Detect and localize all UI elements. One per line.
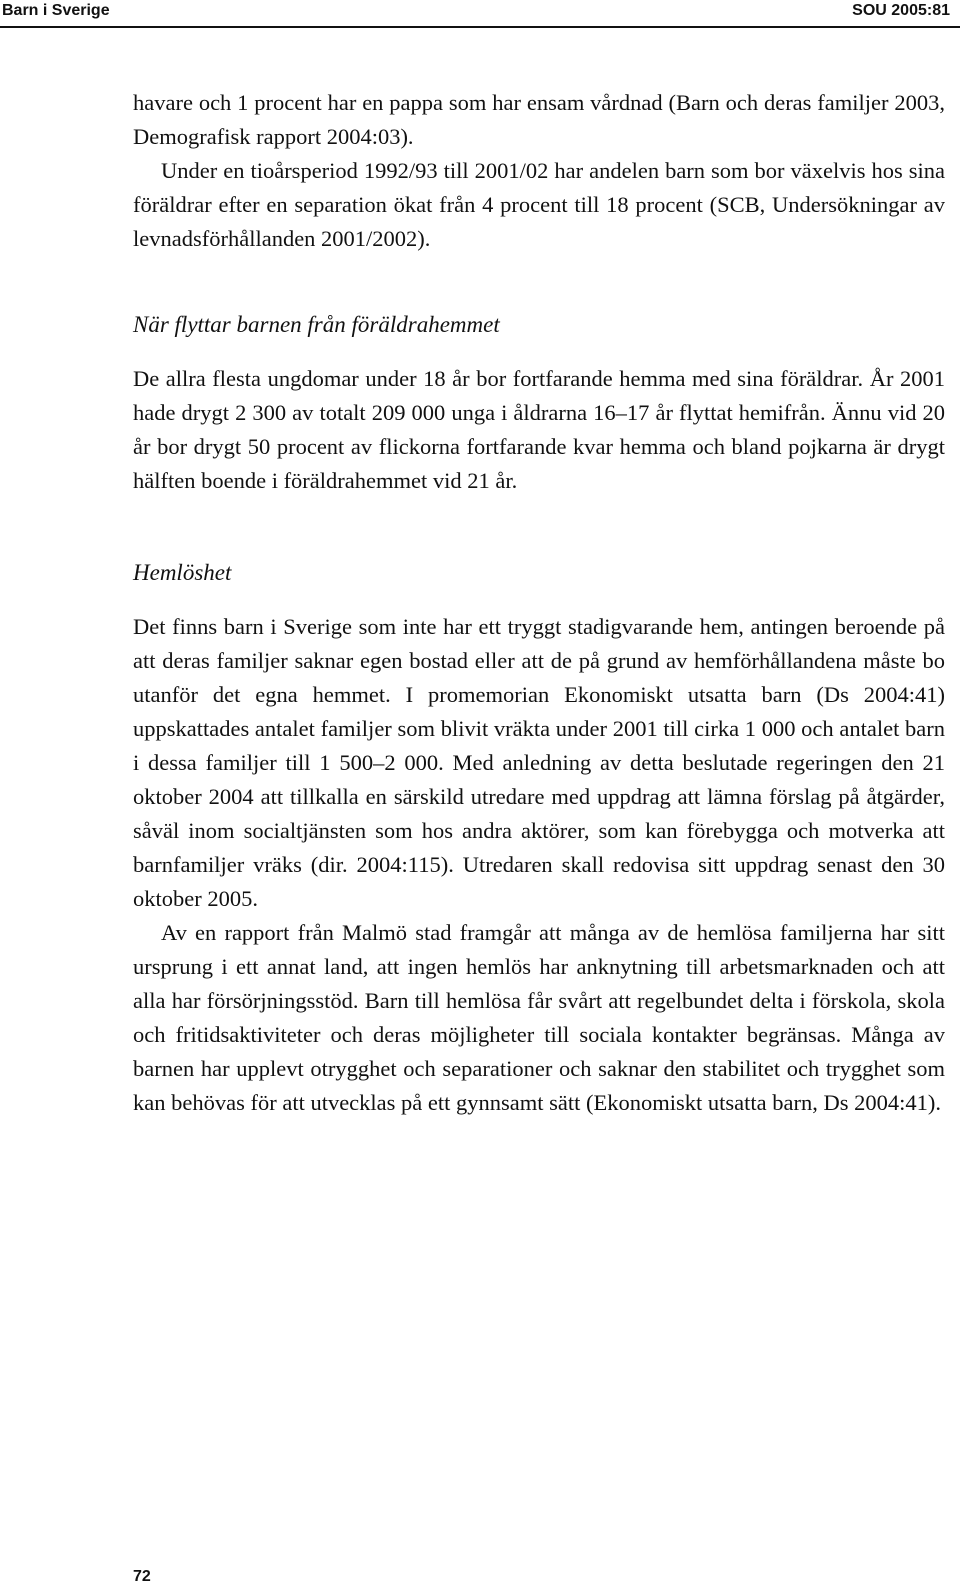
paragraph-moving-out: De allra flesta ungdomar under 18 år bor fortfarande hemma med sina föräldrar. År 2001 hade drygt 2 300 av totalt 209 000 unga i åldrarna 16–17 år flyttat hemifrån. Ännu vid 20 år bor drygt 50 procent av flickorna fortfarande kvar hemma och bland pojkarna är drygt hälften boende i föräldrahemmet vid 21 år. (133, 366, 945, 493)
header-report-id: SOU 2005:81 (852, 2, 950, 19)
paragraph-continuation: havare och 1 procent har en pappa som har ensam vårdnad (Barn och deras familjer 2003, Demografisk rapport 2004:03). (133, 90, 945, 149)
header-rule (0, 26, 960, 28)
section-heading-homelessness: Hemlöshet (133, 560, 232, 585)
header-title: Barn i Sverige (2, 2, 110, 19)
paragraph-homelessness: Det finns barn i Sverige som inte har ett tryggt stadigvarande hem, antingen beroende på att deras familjer saknar egen bostad eller att de på grund av hemförhållandena måste bo utanför det egna hemmet. I promemorian Ekonomiskt utsatta barn (Ds 2004:41) uppskattades antalet familjer som blivit vräkta under 2001 till cirka 1 000 och antalet barn i dessa familjer till 1 500–2 000. Med anledning av detta beslutade regeringen den 21 oktober 2004 att tillkalla en särskild utredare med uppdrag att lämna förslag på åtgärder, såväl inom socialtjänsten som hos andra aktörer, som kan förebygga och motverka att barnfamiljer vräks (dir. 2004:115). Utredaren skall redovisa sitt uppdrag senast den 30 oktober 2005. (133, 614, 945, 911)
page-number: 72 (133, 1568, 151, 1585)
section-heading-moving-out: När flyttar barnen från föräldrahemmet (133, 312, 500, 337)
running-header (0, 0, 960, 26)
page-body (133, 86, 945, 1120)
paragraph-alternating-residence: Under en tioårsperiod 1992/93 till 2001/02 har andelen barn som bor växelvis hos sina föräldrar efter en separation ökat från 4 procent till 18 procent (SCB, Undersökningar av levnadsförhållanden 2001/2002). (133, 158, 945, 251)
paragraph-malmo-report: Av en rapport från Malmö stad framgår att många av de hemlösa familjerna har sitt ursprung i ett annat land, att ingen hemlös har anknytning till arbetsmarknaden och att alla har försörjningsstöd. Barn till hemlösa får svårt att regelbundet delta i förskola, skola och fritidsaktiviteter och deras möjligheter till sociala kontakter begränsas. Många av barnen har upplevt otrygghet och separationer och saknar den stabilitet och trygghet som kan behövas för att utvecklas på ett gynnsamt sätt (Ekonomiskt utsatta barn, Ds 2004:41). (133, 920, 945, 1115)
